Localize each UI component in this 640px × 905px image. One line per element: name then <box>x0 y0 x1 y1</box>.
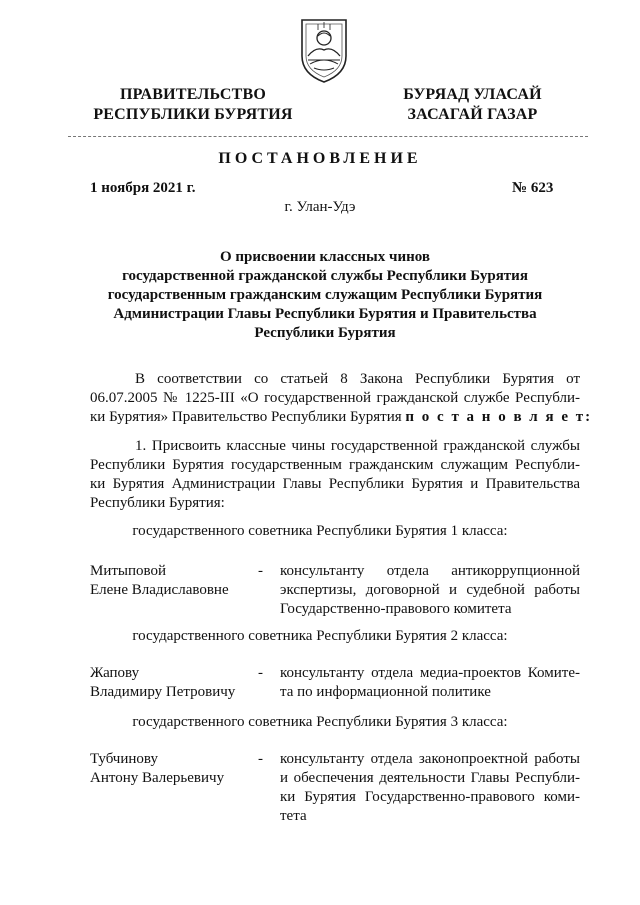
title-line: государственным гражданским служащим Республики Бурятия <box>107 287 543 303</box>
appointee-name-line: Митыповой <box>90 563 167 579</box>
preamble-text: ки Бурятия» Правительство Республики Бурятия <box>90 409 402 425</box>
appointee-name-line: Елене Владиславовне <box>90 582 229 598</box>
class-heading-3: государственного советника Республики Бурятия 3 класса: <box>132 714 508 730</box>
title-line: Администрации Главы Республики Бурятия и Правительства <box>113 306 537 322</box>
position-line: консультанту отдела медиа-проектов Комите- <box>280 665 580 681</box>
coat-of-arms-emblem <box>296 16 352 84</box>
document-title <box>90 248 560 343</box>
appointee-position <box>280 750 580 826</box>
title-line: О присвоении классных чинов <box>220 249 430 265</box>
appointee-name-line: Владимиру Петровичу <box>90 684 236 700</box>
item-1-line: 1. Присвоить классные чины государственной гражданской службы <box>135 438 580 454</box>
appointee-name-line: Тубчинову <box>90 751 158 767</box>
appointee-name <box>90 750 240 788</box>
position-line: та по информационной политике <box>280 684 491 700</box>
item-1-paragraph <box>90 437 580 513</box>
position-line: экспертизы, договорной и судебной работы <box>280 582 580 598</box>
appointee-dash: - <box>258 563 263 579</box>
preamble-line <box>90 408 593 427</box>
preamble-paragraph <box>90 370 593 427</box>
item-1-line: Республики Бурятия: <box>90 495 225 511</box>
document-date: 1 ноября 2021 г. <box>90 180 196 196</box>
position-line: ки Бурятия Государственно-правового коми- <box>280 789 580 805</box>
decree-word: п о с т а н о в л я е т: <box>405 409 593 425</box>
document-type: ПОСТАНОВЛЕНИЕ <box>218 150 422 167</box>
org-name-buryat <box>380 85 565 125</box>
appointee-name-line: Жапову <box>90 665 140 681</box>
item-1-line: ки Бурятия Администрации Главы Республики Бурятия и Правительства <box>90 476 580 492</box>
org-name-buryat-line: ЗАСАГАЙ ГАЗАР <box>407 106 538 123</box>
class-heading-2: государственного советника Республики Бурятия 2 класса: <box>132 628 508 644</box>
position-line: консультанту отдела антикоррупционной <box>280 563 580 579</box>
document-number: № 623 <box>512 180 554 196</box>
org-name-buryat-line: БУРЯАД УЛАСАЙ <box>403 86 542 103</box>
preamble-line: 06.07.2005 № 1225-III «О государственной гражданской службе Республи- <box>90 390 580 406</box>
position-line: и обеспечения деятельности Главы Республи- <box>280 770 580 786</box>
org-name-russian-line: ПРАВИТЕЛЬСТВО <box>119 86 267 103</box>
org-name-russian-line: РЕСПУБЛИКИ БУРЯТИЯ <box>93 106 293 123</box>
appointee-dash: - <box>258 751 263 767</box>
position-line: Государственно-правового комитета <box>280 601 512 617</box>
header-divider <box>68 136 588 137</box>
position-line: тета <box>280 808 307 824</box>
position-line: консультанту отдела законопроектной работы <box>280 751 580 767</box>
org-name-russian <box>88 85 298 125</box>
appointee-name <box>90 664 240 702</box>
document-city: г. Улан-Удэ <box>284 199 356 215</box>
preamble-line: В соответствии со статьей 8 Закона Республики Бурятия от <box>135 371 580 387</box>
class-heading-1: государственного советника Республики Бурятия 1 класса: <box>132 523 508 539</box>
appointee-position <box>280 562 580 619</box>
title-line: государственной гражданской службы Республики Бурятия <box>122 268 528 284</box>
appointee-position <box>280 664 580 702</box>
item-1-line: Республики Бурятия государственным гражданским служащим Республи- <box>90 457 580 473</box>
appointee-dash: - <box>258 665 263 681</box>
appointee-name <box>90 562 240 600</box>
title-line: Республики Бурятия <box>254 325 396 341</box>
appointee-name-line: Антону Валерьевичу <box>90 770 225 786</box>
